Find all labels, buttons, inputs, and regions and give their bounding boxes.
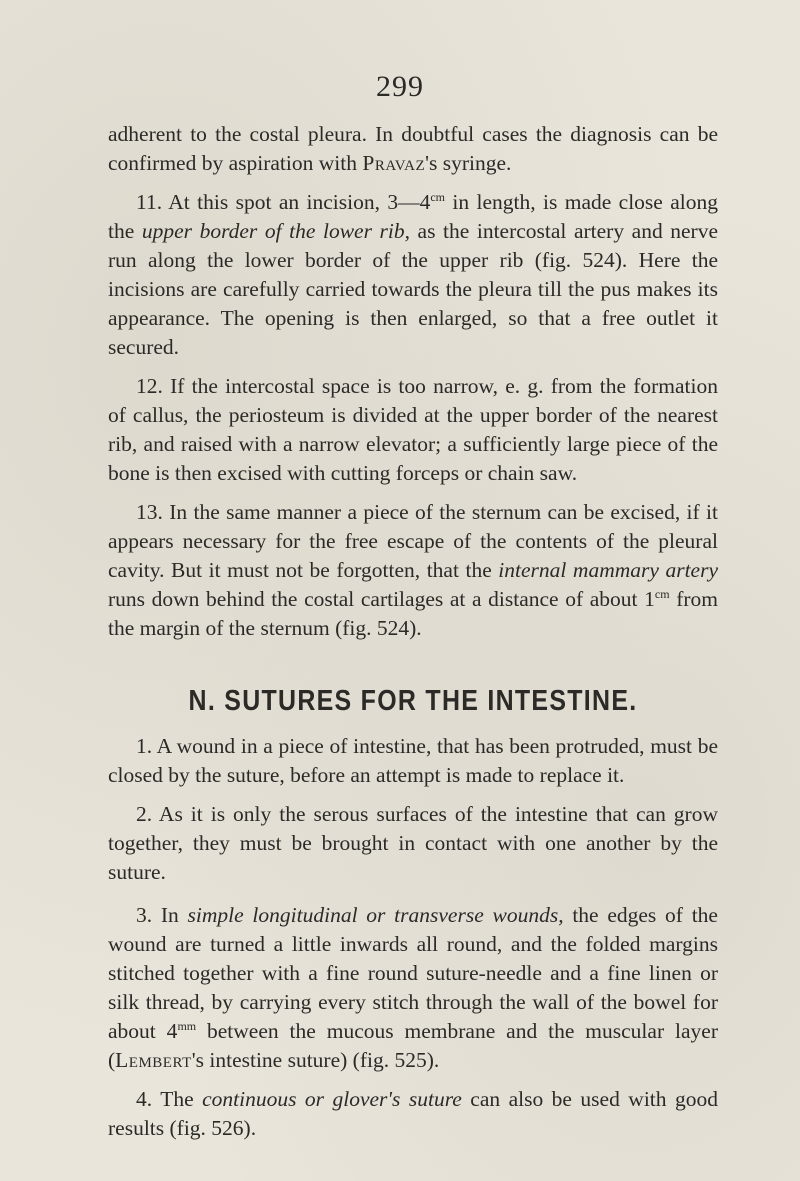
text-run: runs down behind the costal cartilages at a distance of about 1: [108, 587, 655, 611]
unit-superscript: cm: [430, 189, 446, 204]
paragraph-s1: [108, 732, 718, 790]
text-run: 4. The: [136, 1087, 203, 1111]
unit-superscript: cm: [654, 586, 670, 601]
unit-superscript: mm: [177, 1018, 197, 1033]
section-heading: N. SUTURES FOR THE INTESTINE.: [188, 685, 638, 717]
text-run: 's intestine suture) (fig. 525).: [191, 1048, 440, 1072]
emphasis: upper border of the lower rib,: [141, 219, 410, 243]
text-run: the edges of the wound are turned a little inwards all round, and the folded margins stitched together with a fine round suture-needle and a fine linen or silk thread, by carrying every stitch through the wall of the bowel for about 4: [108, 903, 718, 1043]
text-run: 3. In: [136, 903, 188, 927]
emphasis: internal mammary artery: [498, 558, 718, 582]
text-run: 11. At this spot an incision, 3—4: [136, 190, 431, 214]
paragraph-12: [108, 372, 718, 488]
emphasis: continuous or glover's suture: [202, 1087, 462, 1111]
text-run: between the mucous membrane and the muscular layer (: [108, 1019, 718, 1072]
paragraph-continuation: [108, 120, 718, 178]
author-name: Lembert: [115, 1048, 192, 1072]
text-run: 2. As it is only the serous surfaces of the intestine that can grow together, they must be brought in contact with one another by the suture.: [108, 802, 718, 884]
text-run: can also be used with good results (fig. 526).: [108, 1087, 718, 1140]
text-run: from the margin of the sternum (fig. 524).: [108, 587, 718, 640]
text-run: adherent to the costal pleura. In doubtful cases the diagnosis can be confirmed by aspiration with: [108, 122, 718, 175]
text-run: in length, is made close along the: [108, 190, 718, 243]
paragraph-s3: [108, 901, 718, 1075]
emphasis: simple longitudinal or transverse wounds,: [187, 903, 564, 927]
paragraph-s2: [108, 800, 718, 887]
paragraph-11: [108, 188, 718, 362]
author-name: Pravaz: [362, 151, 426, 175]
text-run: 's syringe.: [425, 151, 512, 175]
text-run: 12. If the intercostal space is too narrow, e. g. from the formation of callus, the periosteum is divided at the upper border of the nearest rib, and raised with a narrow elevator; a sufficiently large piece of the bone is then excised with cutting forceps or chain saw.: [108, 374, 718, 485]
text-run: 13. In the same manner a piece of the sternum can be excised, if it appears necessary for the free escape of the contents of the pleural cavity. But it must not be forgotten, that the: [108, 500, 718, 582]
paragraph-13: [108, 498, 718, 643]
page-body: [108, 120, 718, 1143]
text-run: 1. A wound in a piece of intestine, that has been protruded, must be closed by the suture, before an attempt is made to replace it.: [108, 734, 718, 787]
text-run: as the intercostal artery and nerve run along the lower border of the upper rib (fig. 524). Here the incisions are carefully carried towards the pleura till the pus makes its appearance. The opening is then enlarged, so that a free outlet it secured.: [108, 219, 718, 359]
page-number: 299: [376, 70, 424, 103]
paragraph-s4: [108, 1085, 718, 1143]
